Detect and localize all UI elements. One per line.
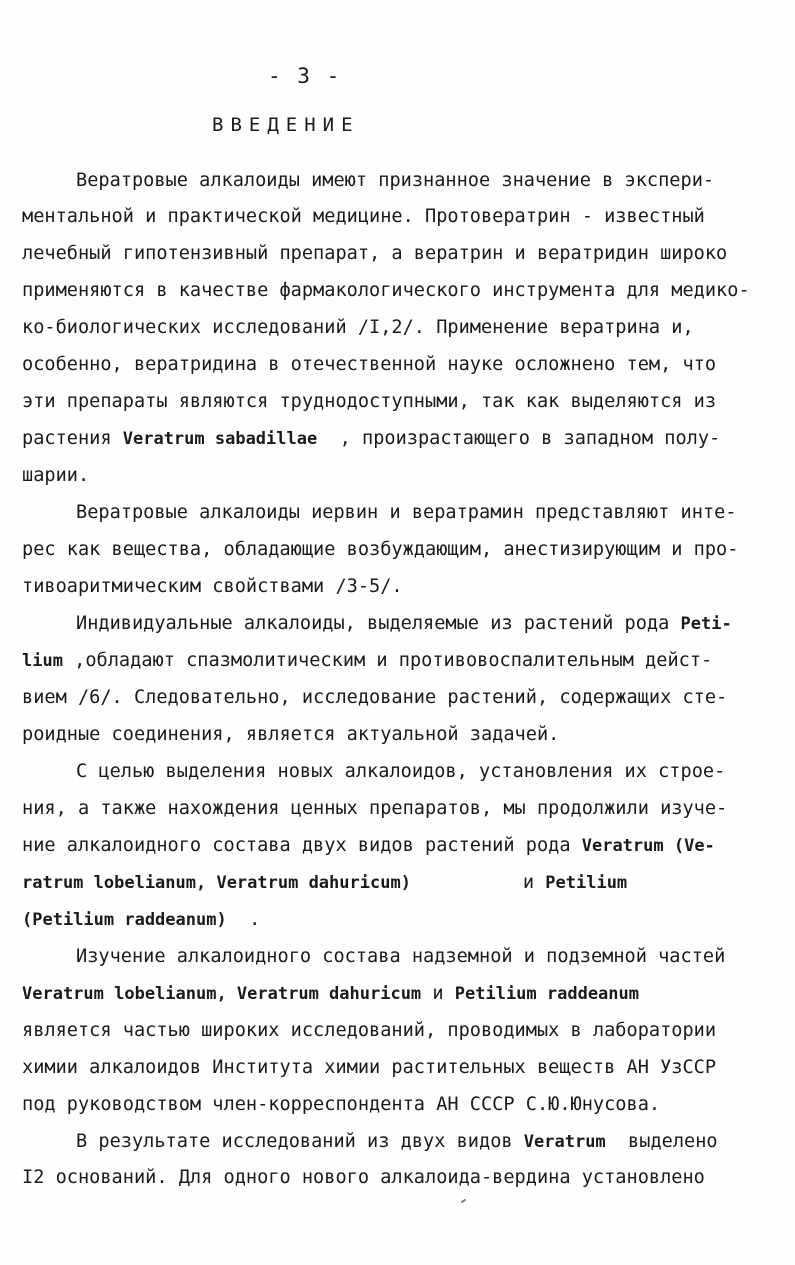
text-segment: лечебный гипотензивный препарат, а вератрин и вератридин широко xyxy=(22,243,728,264)
text-segment: рес как вещества, обладающие возбуждающим, анестизирующим и про- xyxy=(22,539,739,560)
text-segment: ко-биологических исследований /I,2/. Применение вератрина и, xyxy=(22,317,694,338)
latin-name: Veratrum sabadillae xyxy=(122,429,318,449)
text-line xyxy=(22,1016,795,1046)
latin-name: (Petilium raddeanum) xyxy=(22,910,227,930)
text-segment: эти препараты являются труднодоступными, так как выделяются из xyxy=(22,391,717,412)
text-line xyxy=(22,535,795,565)
text-segment: ментальной и практической медицине. Протовератрин - известный xyxy=(22,206,705,227)
text-segment: Вератровые алкалоиды имеют признанное значение в экспери- xyxy=(76,170,715,191)
text-segment: тивоаритмическим свойствами /3-5/. xyxy=(22,576,403,597)
text-segment: Индивидуальные алкалоиды, выделяемые из растений рода xyxy=(76,613,681,634)
text-line xyxy=(22,646,795,676)
text-segment: химии алкалоидов Института химии растительных веществ АН УзССР xyxy=(22,1057,717,1078)
text-line xyxy=(22,979,795,1009)
text-segment: I2 оснований. Для одного нового алкалоида-вердина установлено xyxy=(22,1167,705,1188)
latin-name: lium xyxy=(22,651,63,671)
text-line xyxy=(22,905,795,935)
text-line xyxy=(22,868,795,898)
text-segment: применяются в качестве фармакологического инструмента для медико- xyxy=(22,280,750,301)
text-segment: ния, а также нахождения ценных препаратов, мы продолжили изуче- xyxy=(22,798,728,819)
text-segment: вием /6/. Следовательно, исследование растений, содержащих сте- xyxy=(22,687,728,708)
text-line xyxy=(22,1053,795,1083)
section-heading: ВВЕДЕНИЕ xyxy=(212,114,360,136)
latin-name: Petilium raddeanum xyxy=(454,984,639,1004)
text-segment: шарии. xyxy=(22,465,90,486)
text-segment: выделено xyxy=(605,1131,718,1152)
text-line xyxy=(22,202,795,232)
text-line xyxy=(22,461,795,491)
text-segment: , произрастающего в западном полу- xyxy=(317,428,721,449)
text-line xyxy=(22,831,795,861)
text-line xyxy=(22,683,795,713)
latin-name: Veratrum xyxy=(523,1132,606,1152)
text-segment: роидные соединения, является актуальной задачей. xyxy=(22,724,560,745)
text-segment: . xyxy=(226,909,261,930)
text-line xyxy=(22,313,795,343)
latin-name: Veratrum lobelianum, Veratrum dahuricum xyxy=(22,984,422,1004)
text-segment: растения xyxy=(22,428,123,449)
text-line xyxy=(22,720,795,750)
text-line xyxy=(22,1163,795,1193)
text-line xyxy=(22,239,795,269)
text-line xyxy=(76,166,795,196)
text-segment: Вератровые алкалоиды иервин и вератрамин представляют инте- xyxy=(76,502,737,523)
text-line xyxy=(76,498,795,528)
text-line xyxy=(22,424,795,454)
text-line xyxy=(76,1127,795,1157)
page-number: - 3 - xyxy=(268,64,342,88)
text-line xyxy=(22,276,795,306)
text-line xyxy=(22,387,795,417)
text-segment: Изучение алкалоидного состава надземной и подземной частей xyxy=(76,946,726,967)
text-segment: В результате исследований из двух видов xyxy=(76,1131,524,1152)
text-segment: является частью широких исследований, проводимых в лаборатории xyxy=(22,1020,717,1041)
text-line xyxy=(76,757,795,787)
latin-name: Veratrum (Ve- xyxy=(581,836,715,856)
text-segment: и xyxy=(421,983,455,1004)
latin-name: Peti- xyxy=(680,614,732,634)
text-segment: под руководством член-корреспондента АН СССР С.Ю.Юнусова. xyxy=(22,1094,661,1115)
text-segment: особенно, вератридина в отечественной науке осложнено тем, что xyxy=(22,354,717,375)
text-segment: ,обладают спазмолитическим и противовоспалительным дейст- xyxy=(62,650,713,671)
text-line xyxy=(22,1090,795,1120)
text-segment: и xyxy=(410,872,546,893)
latin-name: Petilium xyxy=(545,873,628,893)
text-segment: С целью выделения новых алкалоидов, установления их строе- xyxy=(76,761,726,782)
text-line xyxy=(22,350,795,380)
text-line xyxy=(22,794,795,824)
text-line xyxy=(22,572,795,602)
text-segment: ние алкалоидного состава двух видов растений рода xyxy=(22,835,582,856)
latin-name: ratrum lobelianum, Veratrum dahuricum) xyxy=(22,873,411,893)
scan-speck xyxy=(461,1199,466,1204)
text-line xyxy=(76,609,795,639)
text-line xyxy=(76,942,795,972)
